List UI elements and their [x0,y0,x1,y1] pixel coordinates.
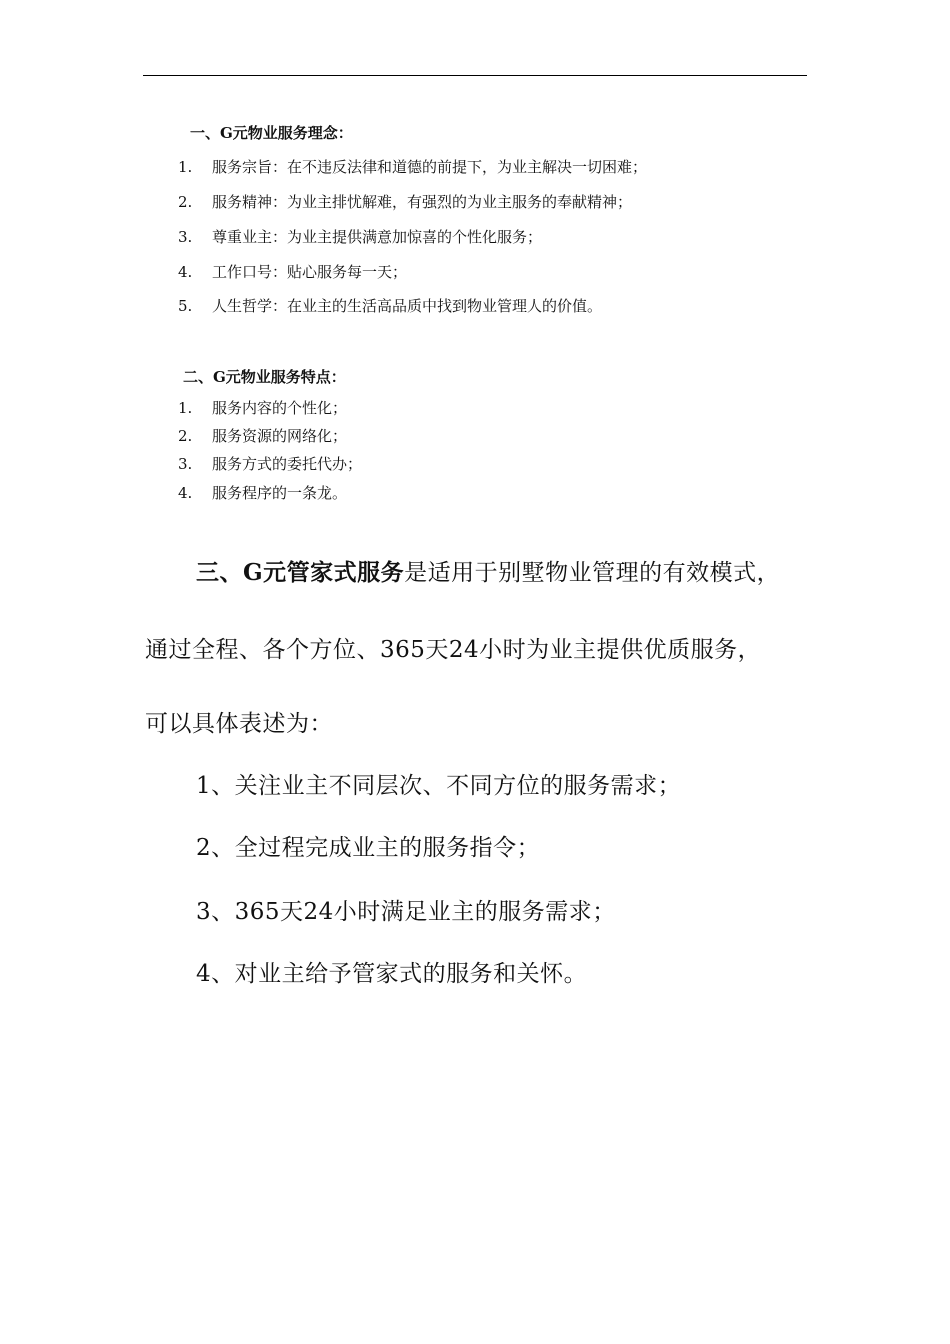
list-text: 服务精神：为业主排忧解难，有强烈的为业主服务的奉献精神； [212,193,633,211]
list-text: 尊重业主：为业主提供满意加惊喜的个性化服务； [212,228,543,246]
list-text: 服务程序的一条龙。 [212,484,348,502]
list-number: 4. [178,263,193,281]
list-item [178,156,647,177]
section2-heading: 二、G元物业服务特点： [183,368,346,386]
list-number: 1. [178,158,193,176]
list-item [178,397,347,418]
list-item [178,482,347,503]
list-item [178,261,407,282]
section1-heading: 一、G元物业服务理念： [190,124,353,142]
section3-bold-lead: 三、G元管家式服务 [196,559,405,586]
section3-line3: 可以具体表述为： [145,711,333,737]
list-item [178,226,542,247]
list-number: 1. [178,399,193,417]
list-text: 工作口号：贴心服务每一天； [212,263,408,281]
list-text: 服务宗旨：在不违反法律和道德的前提下，为业主解决一切困难； [212,158,648,176]
list-number: 5. [178,297,193,315]
list-text: 人生哲学：在业主的生活高品质中找到物业管理人的价值。 [212,297,603,315]
list-number: 3. [178,228,193,246]
service-item: 1、关注业主不同层次、不同方位的服务需求； [196,773,682,799]
section3-line1-rest: 是适用于别墅物业管理的有效模式， [404,560,781,586]
list-number: 2. [178,193,193,211]
list-text: 服务方式的委托代办； [212,455,363,473]
service-item: 3、365天24小时满足业主的服务需求； [196,899,616,925]
list-item [178,453,362,474]
list-text: 服务资源的网络化； [212,427,348,445]
service-item: 4、对业主给予管家式的服务和关怀。 [196,961,588,987]
header-rule [143,75,807,76]
list-number: 3. [178,455,193,473]
list-item [178,191,632,212]
list-item [178,295,602,316]
section3-line2: 通过全程、各个方位、365天24小时为业主提供优质服务， [145,637,762,663]
list-number: 4. [178,484,193,502]
list-number: 2. [178,427,193,445]
list-item [178,425,347,446]
list-text: 服务内容的个性化； [212,399,348,417]
service-item: 2、全过程完成业主的服务指令； [196,835,541,861]
section3-line1 [196,554,780,587]
